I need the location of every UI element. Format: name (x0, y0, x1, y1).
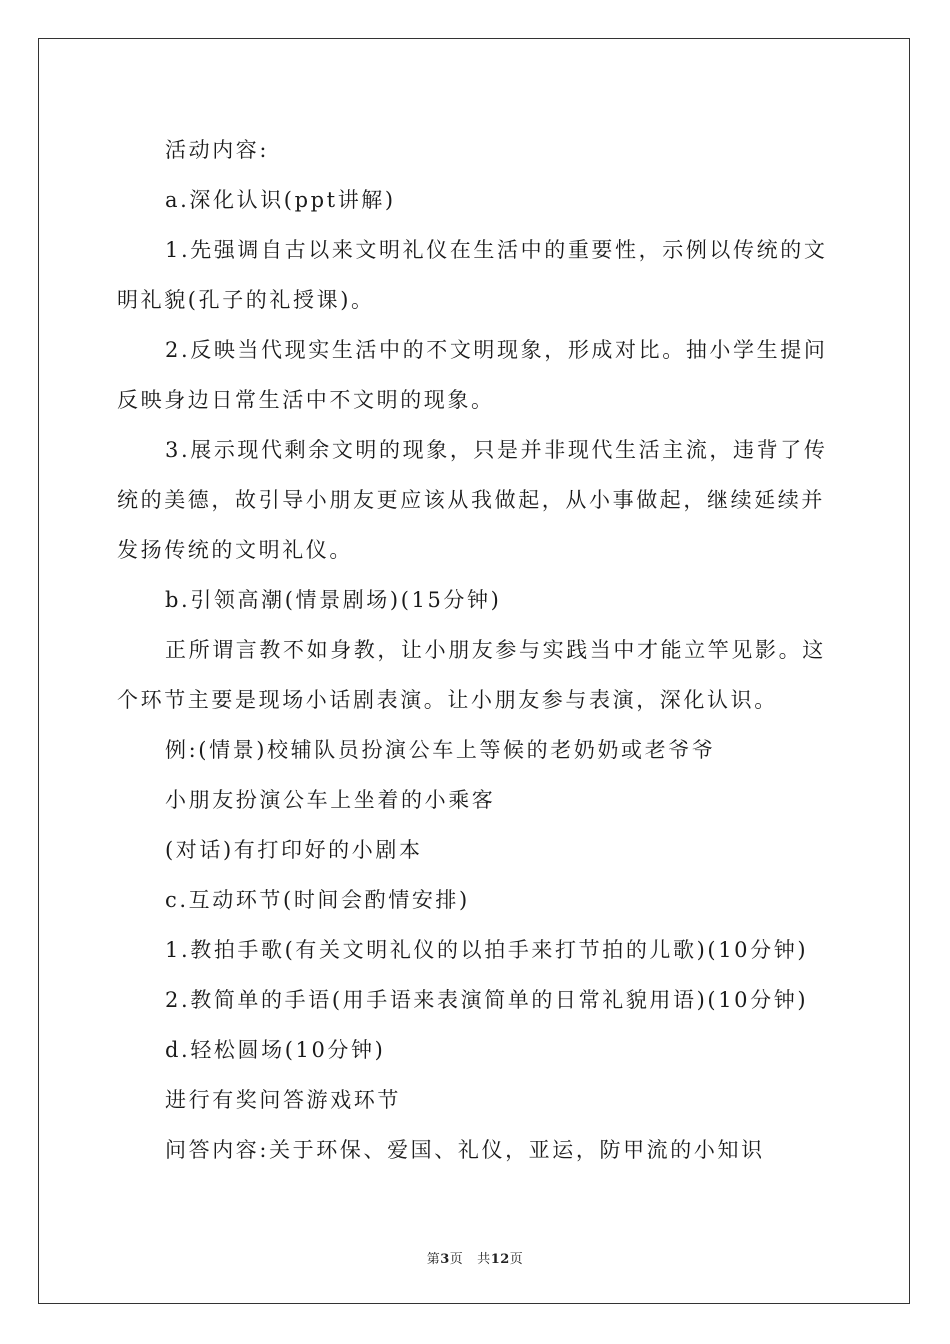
total-label-suffix: 页 (509, 1252, 524, 1267)
paragraph-line: c.互动环节(时间会酌情安排) (165, 888, 470, 912)
paragraph-line: b.引领高潮(情景剧场)(15分钟) (165, 588, 502, 612)
page-footer (0, 1248, 950, 1267)
page-label-suffix: 页 (449, 1252, 464, 1267)
paragraph-line: 明礼貌(孔子的礼授课)。 (117, 288, 375, 312)
total-pages: 12 (490, 1252, 510, 1267)
paragraph-line: 反映身边日常生活中不文明的现象。 (117, 388, 495, 412)
paragraph-line: 进行有奖问答游戏环节 (165, 1088, 401, 1112)
paragraph-line: 个环节主要是现场小话剧表演。让小朋友参与表演，深化认识。 (117, 688, 778, 712)
paragraph-line: 1.先强调自古以来文明礼仪在生活中的重要性，示例以传统的文 (165, 238, 828, 262)
paragraph-line: a.深化认识(ppt讲解) (165, 188, 396, 212)
paragraph-line: 发扬传统的文明礼仪。 (117, 538, 353, 562)
paragraph-line: 统的美德，故引导小朋友更应该从我做起，从小事做起，继续延续并 (117, 488, 825, 512)
paragraph-line: 问答内容:关于环保、爱国、礼仪，亚运，防甲流的小知识 (165, 1138, 765, 1162)
paragraph-line: 2.反映当代现实生活中的不文明现象，形成对比。抽小学生提问 (165, 338, 828, 362)
paragraph-line: 正所谓言教不如身教，让小朋友参与实践当中才能立竿见影。这 (165, 638, 826, 662)
paragraph-line: (对话)有打印好的小剧本 (165, 838, 423, 862)
paragraph-line: 3.展示现代剩余文明的现象，只是并非现代生活主流，违背了传 (165, 438, 828, 462)
paragraph-line: d.轻松圆场(10分钟) (165, 1038, 386, 1062)
page-number: 3 (440, 1252, 450, 1267)
paragraph-line: 小朋友扮演公车上坐着的小乘客 (165, 788, 496, 812)
paragraph-line: 2.教简单的手语(用手语来表演简单的日常礼貌用语)(10分钟) (165, 988, 809, 1012)
total-label-prefix: 共 (477, 1252, 491, 1267)
paragraph-line: 1.教拍手歌(有关文明礼仪的以拍手来打节拍的儿歌)(10分钟) (165, 938, 809, 962)
page-label-prefix: 第 (426, 1252, 441, 1267)
paragraph-line: 例:(情景)校辅队员扮演公车上等候的老奶奶或老爷爷 (165, 738, 716, 762)
paragraph-line: 活动内容: (165, 138, 270, 162)
